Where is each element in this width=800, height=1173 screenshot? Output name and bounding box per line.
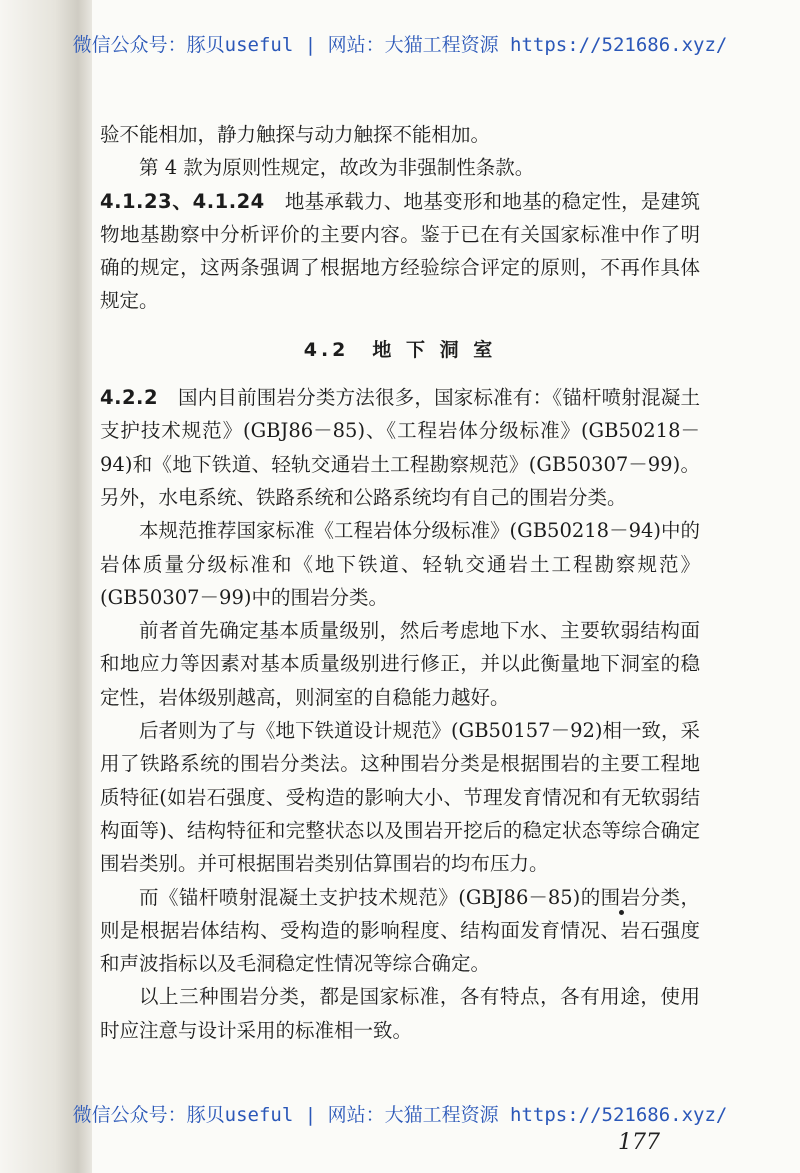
paragraph-gbj86: 而《锚杆喷射混凝土支护技术规范》(GBJ86－85)的围岩分类，则是根据岩体结构、受构造的影响程度、结构面发育情况、岩石强度和声波指标以及毛洞稳定性情况等综合确定。 [100, 885, 700, 976]
paragraph-4-1-23 [100, 185, 700, 318]
paragraph-4-2-2 [100, 381, 700, 514]
book-spine-shadow [0, 0, 92, 1173]
paragraph-latter: 后者则为了与《地下铁道设计规范》(GB50157－92)相一致，采用了铁路系统的围岩分类法。这种围岩分类是根据围岩的主要工程地质特征(如岩石强度、受构造的影响大小、节理发育情况和有无软弱结构面等)、结构特征和完整状态以及围岩开挖后的稳定状态等综合确定围岩类别。并可根据围岩类别估算围岩的均布压力。 [100, 719, 700, 876]
paragraph-clause-4: 第 4 款为原则性规定，故改为非强制性条款。 [139, 156, 535, 180]
paragraph-summary: 以上三种围岩分类，都是国家标准，各有特点，各有用途，使用时应注意与设计采用的标准相一致。 [100, 985, 700, 1042]
watermark-bottom: 微信公众号：豚贝useful | 网站：大猫工程资源 https://521686.xyz/ [72, 1104, 728, 1126]
paragraph-former: 前者首先确定基本质量级别，然后考虑地下水、主要软弱结构面和地应力等因素对基本质量级别进行修正，并以此衡量地下洞室的稳定性，岩体级别越高，则洞室的自稳能力越好。 [100, 619, 700, 709]
paragraph-recommendation: 本规范推荐国家标准《工程岩体分级标准》(GB50218－94)中的岩体质量分级标准和《地下铁道、轻轨交通岩土工程勘察规范》(GB50307－99)中的围岩分类。 [100, 519, 700, 609]
section-heading: 4.2 地 下 洞 室 [303, 338, 497, 361]
page-number: 177 [618, 1130, 660, 1155]
watermark-top: 微信公众号：豚贝useful | 网站：大猫工程资源 https://521686.xyz/ [72, 34, 728, 56]
clause-text: 国内目前围岩分类方法很多，国家标准有：《锚杆喷射混凝土支护技术规范》(GBJ86－85)、《工程岩体分级标准》(GB50218－94)和《地下铁道、轻轨交通岩土工程勘察规范》(GB50307－99)。另外，水电系统、铁路系统和公路系统均有自己的围岩分类。 [100, 386, 700, 509]
page-body [100, 118, 700, 1047]
clause-number: 4.1.23、4.1.24 [100, 189, 265, 213]
paragraph-continued: 验不能相加，静力触探与动力触探不能相加。 [100, 123, 491, 146]
ink-dot [619, 910, 624, 915]
clause-number: 4.2.2 [100, 386, 159, 410]
clause-text: 地基承载力、地基变形和地基的稳定性，是建筑物地基勘察中分析评价的主要内容。鉴于已在有关国家标准中作了明确的规定，这两条强调了根据地方经验综合评定的原则，不再作具体规定。 [100, 189, 700, 313]
